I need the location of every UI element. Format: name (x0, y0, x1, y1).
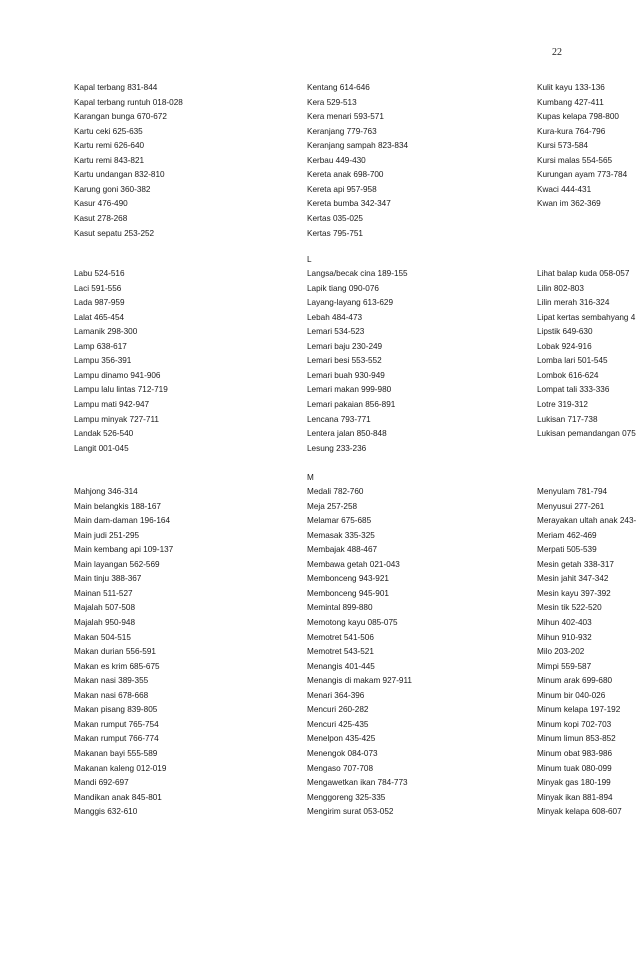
index-entry: Main judi 251-295 (74, 530, 140, 540)
index-entry: Kentang 614-646 (307, 83, 370, 92)
index-entry: Lamp 638-617 (74, 341, 127, 351)
index-entry: Kartu ceki 625-635 (74, 126, 143, 136)
index-entry: Main dam-daman 196-164 (74, 516, 171, 526)
index-entry: Main tinju 388-367 (74, 574, 142, 584)
index-entry: Lampu mati 942-947 (74, 400, 150, 409)
index-entry: Lilin merah 316-324 (537, 298, 610, 308)
index-entry: Kulit kayu 133-136 (537, 83, 605, 92)
index-entry: Mandikan anak 845-801 (74, 792, 162, 802)
index-entry: Kartu undangan 832-810 (74, 170, 165, 180)
index-entry: Majalah 950-948 (74, 618, 135, 627)
index-entry: Lampu dinamo 941-906 (74, 370, 161, 380)
index-entry: Menyulam 781-794 (537, 487, 608, 496)
index-entry: Merayakan ultah anak 243- (537, 516, 637, 526)
index-entry: Lipat kertas sembahyang 4 (537, 312, 636, 322)
index-entry: Mengaso 707-708 (307, 763, 374, 773)
index-entry: Mandi 692-697 (74, 778, 129, 787)
index-entry: Menggoreng 325-335 (307, 792, 386, 802)
index-entry: Lombok 616-624 (537, 370, 599, 380)
index-entry: Menyusui 277-261 (537, 501, 605, 511)
index-entry: Minyak gas 180-199 (537, 778, 611, 787)
index-entry: Minum bir 040-026 (537, 690, 606, 700)
index-entry: Lebah 484-473 (307, 312, 363, 322)
index-entry: Menangis 401-445 (307, 661, 375, 671)
index-entry: Memintal 899-880 (307, 603, 373, 613)
index-entry: Makan 504-515 (74, 632, 131, 642)
index-entry: Karung goni 360-382 (74, 184, 151, 194)
index-entry: Makan nasi 389-355 (74, 676, 149, 686)
index-entry: Mesin getah 338-317 (537, 559, 614, 569)
index-entry: Lipstik 649-630 (537, 327, 593, 337)
index-entry: Kwaci 444-431 (537, 184, 592, 194)
index-entry: Lapik tiang 090-076 (307, 283, 379, 293)
index-entry: Mainan 511-527 (74, 588, 133, 598)
index-entry: Kerbau 449-430 (307, 155, 366, 165)
section-letter: M (307, 473, 314, 482)
index-entry: Kwan im 362-369 (537, 199, 601, 209)
index-entry: Lobak 924-916 (537, 341, 592, 351)
index-entry: Mihun 910-932 (537, 632, 592, 642)
index-entry: Menangis di makam 927-911 (307, 676, 412, 686)
index-entry: Main belangkis 188-167 (74, 501, 161, 511)
index-entry: Mesin tik 522-520 (537, 603, 602, 613)
index-entry: Kumbang 427-411 (537, 97, 604, 107)
index-entry: Membonceng 945-901 (307, 588, 389, 598)
index-entry: Lomba lari 501-545 (537, 356, 608, 366)
index-entry: Meriam 462-469 (537, 530, 597, 540)
index-entry: Mencuri 425-435 (307, 719, 369, 729)
index-entry: Memotret 541-506 (307, 632, 374, 642)
index-entry: Memasak 335-325 (307, 530, 375, 540)
index-entry: Minum obat 983-986 (537, 748, 613, 758)
index-entry: Lemari pakaian 856-891 (307, 400, 396, 409)
index-entry: Minyak ikan 881-894 (537, 792, 613, 802)
index-entry: Landak 526-540 (74, 429, 134, 439)
index-entry: Lemari 534-523 (307, 327, 365, 337)
index-entry: Medali 782-760 (307, 487, 364, 496)
index-entry: Makan rumput 765-754 (74, 719, 159, 729)
index-entry: Lemari baju 230-249 (307, 341, 383, 351)
index-entry: Majalah 507-508 (74, 603, 135, 613)
index-entry: Kursi malas 554-565 (537, 155, 613, 165)
index-entry: Lompat tali 333-336 (537, 385, 610, 395)
index-entry: Lotre 319-312 (537, 400, 588, 409)
index-entry: Makan durian 556-591 (74, 647, 156, 656)
index-entry: Membonceng 943-921 (307, 574, 389, 584)
index-entry: Kertas 795-751 (307, 228, 363, 238)
index-entry: Kertas 035-025 (307, 214, 363, 223)
index-entry: Mimpi 559-587 (537, 661, 592, 671)
index-entry: Makan es krim 685-675 (74, 661, 160, 671)
index-entry: Minum arak 699-680 (537, 676, 613, 686)
index-entry: Lukisan pemandangan 075 (537, 429, 636, 439)
index-entry: Kereta bumba 342-347 (307, 199, 391, 209)
index-entry: Kasut 278-268 (74, 214, 128, 223)
index-entry: Makan rumput 766-774 (74, 734, 159, 744)
index-entry: Lesung 233-236 (307, 443, 367, 453)
index-entry: Lihat balap kuda 058-057 (537, 269, 630, 278)
index-entry: Lilin 802-803 (537, 283, 584, 293)
index-entry: Mesin jahit 347-342 (537, 574, 609, 584)
index-entry: Kursi 573-584 (537, 141, 588, 151)
index-entry: Lampu minyak 727-711 (74, 414, 159, 424)
index-entry: Kasut sepatu 253-252 (74, 228, 155, 238)
index-entry: Layang-layang 613-629 (307, 298, 394, 308)
index-entry: Karangan bunga 670-672 (74, 112, 167, 122)
index-entry: Lencana 793-771 (307, 414, 371, 424)
index-entry: Mencuri 260-282 (307, 705, 369, 715)
index-entry: Lada 987-959 (74, 298, 125, 308)
index-entry: Lampu 356-391 (74, 356, 132, 366)
index-entry: Meja 257-258 (307, 501, 358, 511)
index-entry: Lemari makan 999-980 (307, 385, 392, 395)
index-entry: Merpati 505-539 (537, 545, 597, 555)
index-entry: Kartu remi 626-640 (74, 141, 145, 151)
index-entry: Memotret 543-521 (307, 647, 374, 656)
index-entry: Kasur 476-490 (74, 199, 128, 209)
index-entry: Lukisan 717-738 (537, 414, 598, 424)
index-entry: Main kembang api 109-137 (74, 545, 174, 555)
index-entry: Manggis 632-610 (74, 807, 138, 817)
index-entry: Menengok 084-073 (307, 748, 378, 758)
index-entry: Minum tuak 080-099 (537, 763, 612, 773)
index-entry: Kupas kelapa 798-800 (537, 112, 619, 122)
index-entry: Kera 529-513 (307, 97, 357, 107)
index-entry: Mahjong 346-314 (74, 487, 138, 496)
index-entry: Lalat 465-454 (74, 312, 125, 322)
index-entry: Kera menari 593-571 (307, 112, 384, 122)
index-entry: Kapal terbang 831-844 (74, 83, 158, 92)
index-entry: Keranjang sampah 823-834 (307, 141, 409, 151)
index-entry: Kura-kura 764-796 (537, 126, 606, 136)
index-entry: Membajak 488-467 (307, 545, 378, 555)
index-entry: Milo 203-202 (537, 647, 585, 656)
index-entry: Makanan kaleng 012-019 (74, 763, 167, 773)
index-entry: Makanan bayi 555-589 (74, 748, 158, 758)
section-letter: L (307, 255, 312, 264)
index-entry: Kapal terbang runtuh 018-028 (74, 97, 183, 107)
index-entry: Kartu remi 843-821 (74, 155, 145, 165)
index-entry: Minum kopi 702-703 (537, 719, 612, 729)
index-entry: Kereta anak 698-700 (307, 170, 384, 180)
index-entry: Lampu lalu lintas 712-719 (74, 385, 168, 395)
index-entry: Melamar 675-685 (307, 516, 372, 526)
index-entry: Menari 364-396 (307, 690, 365, 700)
index-entry: Mengirim surat 053-052 (307, 807, 394, 817)
index-entry: Mihun 402-403 (537, 618, 592, 627)
index-entry: Lemari besi 553-552 (307, 356, 382, 366)
index-entry: Membawa getah 021-043 (307, 559, 400, 569)
index-entry: Laci 591-556 (74, 283, 122, 293)
index-entry: Minum limun 853-852 (537, 734, 616, 744)
index-entry: Langit 001-045 (74, 443, 129, 453)
index-entry: Labu 524-516 (74, 269, 125, 278)
index-entry: Makan pisang 839-805 (74, 705, 158, 715)
index-entry: Menelpon 435-425 (307, 734, 376, 744)
index-entry: Mengawetkan ikan 784-773 (307, 778, 408, 787)
index-entry: Kurungan ayam 773-784 (537, 170, 628, 180)
index-entry: Keranjang 779-763 (307, 126, 377, 136)
index-entry: Makan nasi 678-668 (74, 690, 149, 700)
index-entry: Lamanik 298-300 (74, 327, 138, 337)
index-entry: Lentera jalan 850-848 (307, 429, 387, 439)
index-entry: Main layangan 562-569 (74, 559, 160, 569)
index-entry: Langsa/becak cina 189-155 (307, 269, 408, 278)
index-entry: Mesin kayu 397-392 (537, 588, 611, 598)
index-entry: Minum kelapa 197-192 (537, 705, 621, 715)
page-number: 22 (552, 47, 562, 58)
index-entry: Kereta api 957-958 (307, 184, 377, 194)
index-entry: Memotong kayu 085-075 (307, 618, 398, 627)
index-entry: Minyak kelapa 608-607 (537, 807, 622, 817)
index-entry: Lemari buah 930-949 (307, 370, 385, 380)
